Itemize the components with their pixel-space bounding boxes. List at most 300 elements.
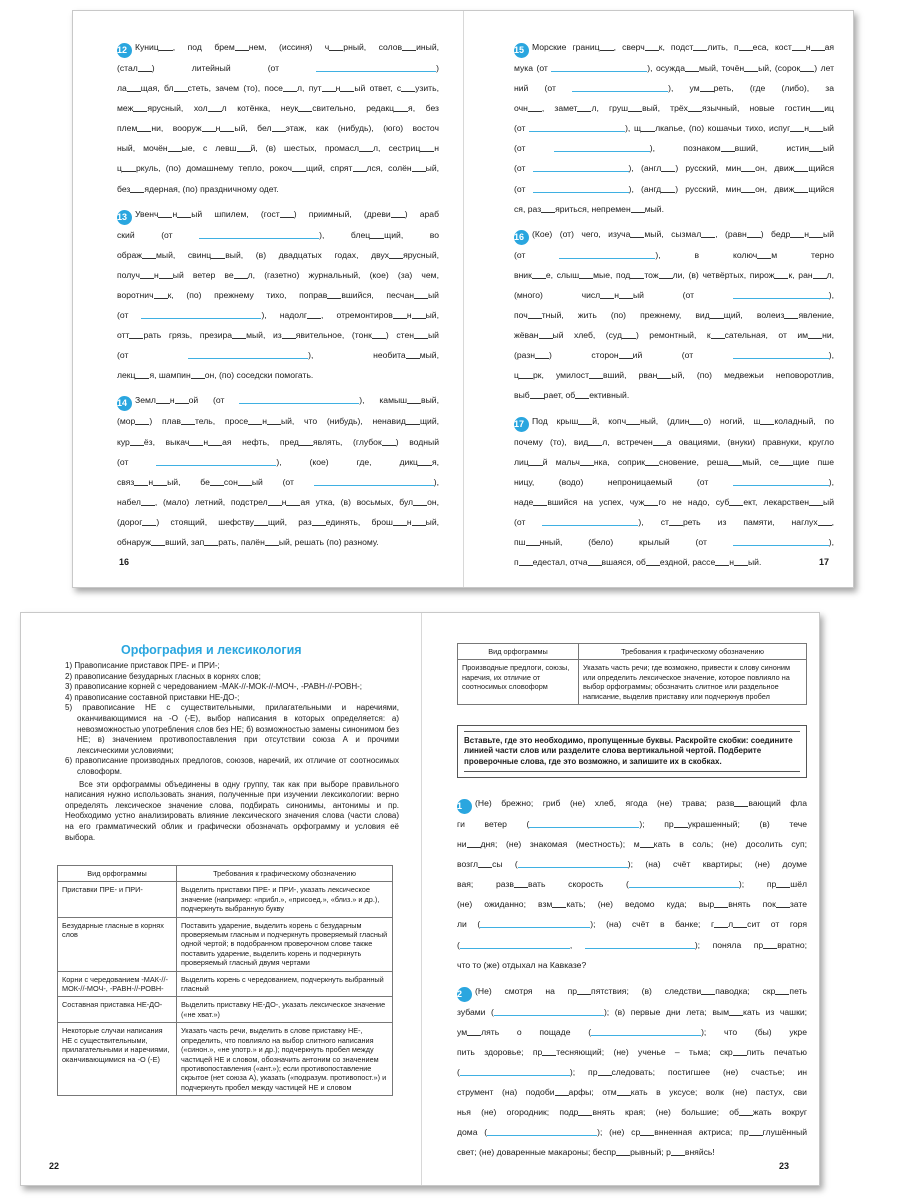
letter-blank[interactable] [539, 337, 553, 339]
exercise-text: (много) числ [514, 289, 601, 300]
letter-blank[interactable] [800, 70, 814, 72]
letter-blank[interactable] [630, 236, 644, 238]
exercise-line [457, 1042, 807, 1062]
letter-blank[interactable] [630, 277, 644, 279]
letter-blank[interactable] [541, 211, 555, 213]
exercise-text: ); (в) первые дни лета; вым [603, 1006, 729, 1017]
letter-blank[interactable] [142, 257, 156, 259]
exercise-line [514, 58, 834, 78]
exercise-text: н [169, 395, 175, 406]
letter-blank[interactable] [552, 906, 566, 908]
letter-blank[interactable] [153, 484, 167, 486]
letter-blank[interactable] [710, 317, 724, 319]
exercise-text: , [831, 516, 835, 527]
letter-blank[interactable] [809, 236, 823, 238]
exercise-text: , отремонтиров [321, 310, 393, 321]
letter-blank[interactable] [774, 277, 788, 279]
answer-line[interactable] [480, 926, 590, 928]
letter-blank[interactable] [714, 926, 728, 928]
exercise-text: ) водный [395, 436, 439, 447]
letter-blank[interactable] [542, 1054, 556, 1056]
exercise-text: ); (на) счёт в банке; г [590, 919, 715, 930]
letter-blank[interactable] [282, 337, 296, 339]
exercise-text: глушённый [762, 1127, 808, 1138]
exercise-text: внять пок [728, 899, 776, 910]
letter-blank[interactable] [689, 423, 703, 425]
letter-blank[interactable] [555, 1094, 569, 1096]
letter-blank[interactable] [393, 524, 407, 526]
letter-blank[interactable] [268, 504, 282, 506]
letter-blank[interactable] [813, 277, 827, 279]
answer-line[interactable] [188, 357, 308, 359]
letter-blank[interactable] [312, 524, 326, 526]
letter-blank[interactable] [640, 1134, 654, 1136]
exercise-text: е, слыш [545, 269, 580, 280]
letter-blank[interactable] [382, 444, 396, 446]
exercise-text: ( [457, 939, 460, 950]
answer-line[interactable] [141, 317, 261, 319]
letter-blank[interactable] [661, 170, 675, 172]
letter-blank[interactable] [818, 524, 832, 526]
letter-blank[interactable] [775, 993, 789, 995]
letter-blank[interactable] [739, 1114, 753, 1116]
exercise-line [457, 1022, 807, 1042]
letter-blank[interactable] [158, 216, 172, 218]
answer-line[interactable] [533, 191, 629, 193]
answer-line[interactable] [551, 70, 647, 72]
letter-blank[interactable] [628, 110, 642, 112]
letter-blank[interactable] [412, 170, 426, 172]
letter-blank[interactable] [286, 504, 300, 506]
letter-blank[interactable] [189, 444, 203, 446]
letter-blank[interactable] [747, 236, 761, 238]
answer-line[interactable] [529, 130, 625, 132]
exercise-line [457, 935, 807, 955]
letter-blank[interactable] [776, 886, 790, 888]
letter-blank[interactable] [204, 544, 218, 546]
letter-blank[interactable] [329, 49, 343, 51]
letter-blank[interactable] [406, 423, 420, 425]
letter-blank[interactable] [757, 257, 771, 259]
answer-line[interactable] [572, 90, 668, 92]
exercise-line [457, 1142, 807, 1162]
exercise-text: вать скорость ( [527, 879, 629, 890]
letter-blank[interactable] [744, 70, 758, 72]
letter-blank[interactable] [413, 504, 427, 506]
letter-blank[interactable] [644, 504, 658, 506]
answer-line[interactable] [314, 484, 434, 486]
letter-blank[interactable] [237, 150, 251, 152]
letter-blank[interactable] [134, 484, 148, 486]
answer-line[interactable] [487, 1134, 597, 1136]
exercise-text: ); (не) ср [597, 1127, 641, 1138]
answer-line[interactable] [156, 464, 276, 466]
exercise-text: арфы; отм [568, 1087, 617, 1098]
answer-line[interactable] [316, 70, 436, 72]
letter-blank[interactable] [514, 886, 528, 888]
exercise-text: мый, се [742, 456, 779, 467]
letter-blank[interactable] [140, 277, 154, 279]
letter-blank[interactable] [238, 484, 252, 486]
letter-blank[interactable] [292, 170, 306, 172]
exercise-line [117, 118, 439, 138]
letter-blank[interactable] [733, 1054, 747, 1056]
answer-line[interactable] [529, 826, 639, 828]
letter-blank[interactable] [208, 444, 222, 446]
exercise-text: пятствия; (в) следстви [591, 985, 702, 996]
exercise-text: й, (в) шестых, промасл [250, 143, 360, 154]
letter-blank[interactable] [402, 49, 416, 51]
letter-blank[interactable] [467, 846, 481, 848]
letter-blank[interactable] [130, 191, 144, 193]
letter-blank[interactable] [265, 544, 279, 546]
letter-blank[interactable] [575, 397, 589, 399]
letter-blank[interactable] [208, 110, 222, 112]
letter-blank[interactable] [809, 504, 823, 506]
letter-blank[interactable] [340, 90, 354, 92]
answer-line[interactable] [733, 357, 829, 359]
exercise-text: ); поняла пр [694, 939, 764, 950]
exercise-block [514, 37, 834, 219]
exercise-text: й мальч [542, 456, 580, 467]
letter-blank[interactable] [810, 110, 824, 112]
letter-blank[interactable] [741, 191, 755, 193]
letter-blank[interactable] [177, 216, 191, 218]
exercise-line [514, 532, 834, 552]
letter-blank[interactable] [401, 90, 415, 92]
letter-blank[interactable] [298, 110, 312, 112]
letter-blank[interactable] [322, 90, 336, 92]
letter-blank[interactable] [127, 90, 141, 92]
exercise-text: ий (от [632, 350, 733, 361]
letter-blank[interactable] [122, 170, 136, 172]
letter-blank[interactable] [622, 337, 636, 339]
letter-blank[interactable] [234, 277, 248, 279]
exercise-text: й, копч [592, 415, 627, 426]
letter-blank[interactable] [580, 464, 594, 466]
letter-blank[interactable] [577, 110, 591, 112]
answer-line[interactable] [460, 947, 570, 949]
exercise-number-badge: 15 [514, 43, 529, 58]
exercise-text: тесняющий; (не) ученье – тьма; скр [556, 1046, 733, 1057]
letter-blank[interactable] [130, 444, 144, 446]
letter-blank[interactable] [685, 70, 699, 72]
letter-blank[interactable] [701, 236, 715, 238]
exercise-number-badge: 16 [514, 230, 529, 245]
letter-blank[interactable] [721, 150, 735, 152]
letter-blank[interactable] [478, 866, 492, 868]
letter-blank[interactable] [232, 337, 246, 339]
letter-blank[interactable] [272, 130, 286, 132]
exercise-text: ый. [748, 557, 762, 568]
letter-blank[interactable] [729, 504, 743, 506]
answer-line[interactable] [591, 1034, 701, 1036]
letter-blank[interactable] [202, 130, 216, 132]
letter-blank[interactable] [616, 1154, 630, 1156]
letter-blank[interactable] [159, 277, 173, 279]
page-number-left: 22 [49, 1161, 60, 1171]
page-number-left: 16 [119, 557, 130, 567]
letter-blank[interactable] [661, 191, 675, 193]
letter-blank[interactable] [631, 211, 645, 213]
letter-blank[interactable] [393, 317, 407, 319]
letter-blank[interactable] [659, 277, 673, 279]
exercise-number-badge: 14 [117, 396, 132, 411]
exercise-text: сновение, реша [659, 456, 729, 467]
letter-blank[interactable] [688, 110, 702, 112]
letter-blank[interactable] [811, 49, 825, 51]
letter-blank[interactable] [578, 423, 592, 425]
letter-blank[interactable] [733, 926, 747, 928]
exercise-line [117, 265, 439, 285]
exercise-line [514, 325, 834, 345]
answer-line[interactable] [494, 1014, 604, 1016]
letter-blank[interactable] [728, 464, 742, 466]
letter-blank[interactable] [619, 297, 633, 299]
exercise-text: ый, бе [167, 476, 210, 487]
letter-blank[interactable] [653, 444, 667, 446]
letter-blank[interactable] [526, 544, 540, 546]
letter-blank[interactable] [589, 377, 603, 379]
letter-blank[interactable] [600, 49, 614, 51]
exercise-line [457, 1082, 807, 1102]
letter-blank[interactable] [530, 397, 544, 399]
letter-blank[interactable] [418, 464, 432, 466]
letter-blank[interactable] [133, 110, 147, 112]
exercise-text: к, подст [658, 42, 694, 52]
letter-blank[interactable] [407, 402, 421, 404]
letter-blank[interactable] [220, 130, 234, 132]
letter-blank[interactable] [519, 564, 533, 566]
letter-blank[interactable] [420, 150, 434, 152]
letter-blank[interactable] [808, 337, 822, 339]
letter-blank[interactable] [588, 564, 602, 566]
letter-blank[interactable] [741, 170, 755, 172]
exercise-line [117, 285, 439, 305]
letter-blank[interactable] [528, 317, 542, 319]
exercise-text: ), (кое) где, дикц [276, 456, 418, 467]
letter-blank[interactable] [168, 150, 182, 152]
letter-blank[interactable] [776, 906, 790, 908]
letter-blank[interactable] [779, 464, 793, 466]
exercise-block [514, 411, 834, 573]
exercise-text: ) литейный (от [151, 63, 317, 73]
letter-blank[interactable] [141, 504, 155, 506]
letter-blank[interactable] [760, 423, 774, 425]
exercise-line [117, 225, 439, 245]
letter-blank[interactable] [792, 49, 806, 51]
letter-blank[interactable] [299, 444, 313, 446]
letter-blank[interactable] [142, 524, 156, 526]
exercise-line [514, 158, 834, 178]
letter-blank[interactable] [598, 1074, 612, 1076]
answer-line[interactable] [533, 170, 629, 172]
letter-blank[interactable] [467, 1034, 481, 1036]
letter-blank[interactable] [790, 236, 804, 238]
letter-blank[interactable] [135, 377, 149, 379]
letter-blank[interactable] [211, 257, 225, 259]
letter-blank[interactable] [391, 216, 405, 218]
exercise-text: сит от горя [747, 919, 807, 930]
letter-blank[interactable] [619, 357, 633, 359]
letter-blank[interactable] [406, 357, 420, 359]
answer-line[interactable] [199, 237, 319, 239]
exercise-text: он, (по) соседски помогать. [204, 370, 314, 381]
letter-blank[interactable] [701, 993, 715, 995]
letter-blank[interactable] [414, 297, 428, 299]
letter-blank[interactable] [714, 906, 728, 908]
letter-blank[interactable] [535, 357, 549, 359]
letter-blank[interactable] [657, 377, 671, 379]
letter-blank[interactable] [327, 297, 341, 299]
letter-blank[interactable] [641, 130, 655, 132]
letter-blank[interactable] [307, 317, 321, 319]
letter-blank[interactable] [577, 993, 591, 995]
letter-blank[interactable] [394, 110, 408, 112]
letter-blank[interactable] [645, 464, 659, 466]
letter-blank[interactable] [784, 317, 798, 319]
letter-blank[interactable] [159, 49, 173, 51]
letter-blank[interactable] [617, 1094, 631, 1096]
letter-blank[interactable] [645, 49, 659, 51]
letter-blank[interactable] [174, 90, 188, 92]
exercise-line [457, 854, 807, 874]
exercise-number-badge: 12 [117, 43, 132, 58]
answer-line[interactable] [629, 886, 739, 888]
exercise-text: л, [826, 269, 834, 280]
table-cell: Производные предлоги, союзы, наречия, их отличие от соотносимых словоформ [458, 660, 579, 705]
exercise-text: очн [514, 103, 528, 114]
exercise-text: едестал, отча [532, 557, 588, 568]
letter-blank[interactable] [175, 402, 189, 404]
answer-line[interactable] [559, 257, 655, 259]
letter-blank[interactable] [600, 297, 614, 299]
letter-blank[interactable] [671, 1154, 685, 1156]
letter-blank[interactable] [790, 130, 804, 132]
letter-blank[interactable] [533, 504, 547, 506]
letter-blank[interactable] [283, 90, 297, 92]
letter-blank[interactable] [579, 277, 593, 279]
letter-blank[interactable] [267, 423, 281, 425]
letter-blank[interactable] [412, 317, 426, 319]
letter-blank[interactable] [370, 237, 384, 239]
letter-blank[interactable] [734, 805, 748, 807]
letter-blank[interactable] [412, 524, 426, 526]
exercise-text: н [729, 557, 734, 568]
exercise-text: почему (то), вид [514, 436, 589, 447]
letter-blank[interactable] [138, 70, 152, 72]
answer-line[interactable] [733, 484, 829, 486]
letter-blank[interactable] [532, 277, 546, 279]
letter-blank[interactable] [235, 49, 249, 51]
exercise-text: ) ремонтный, к [635, 330, 711, 341]
answer-line[interactable] [554, 150, 650, 152]
letter-blank[interactable] [794, 170, 808, 172]
answer-line[interactable] [542, 524, 638, 526]
rule-item: 1) Правописание приставок ПРЕ- и ПРИ-; [65, 661, 220, 670]
letter-blank[interactable] [389, 257, 403, 259]
letter-blank[interactable] [129, 337, 143, 339]
letter-blank[interactable] [248, 423, 262, 425]
letter-blank[interactable] [646, 564, 660, 566]
letter-blank[interactable] [135, 423, 149, 425]
letter-blank[interactable] [588, 444, 602, 446]
exercise-line [117, 179, 439, 199]
letter-blank[interactable] [674, 826, 688, 828]
letter-blank[interactable] [739, 49, 753, 51]
letter-blank[interactable] [528, 110, 542, 112]
letter-blank[interactable] [137, 130, 151, 132]
table-cell: Составная приставка НЕ-ДО- [58, 997, 177, 1023]
exercise-text: щая, бл [140, 83, 174, 94]
letter-blank[interactable] [693, 49, 707, 51]
letter-blank[interactable] [749, 1134, 763, 1136]
exercise-line [514, 452, 834, 472]
letter-blank[interactable] [700, 90, 714, 92]
letter-blank[interactable] [254, 524, 268, 526]
answer-line[interactable] [239, 402, 359, 404]
table-row [58, 882, 393, 917]
exercise-text: л, пут [296, 83, 322, 94]
letter-blank[interactable] [578, 1114, 592, 1116]
exercise-text: свительно, редакц [312, 103, 395, 114]
letter-blank[interactable] [156, 402, 170, 404]
letter-blank[interactable] [734, 564, 748, 566]
letter-blank[interactable] [729, 1014, 743, 1016]
letter-blank[interactable] [763, 947, 777, 949]
letter-blank[interactable] [715, 564, 729, 566]
letter-blank[interactable] [154, 297, 168, 299]
letter-blank[interactable] [181, 423, 195, 425]
answer-line[interactable] [585, 947, 695, 949]
exercise-text: ); пр [639, 819, 674, 829]
letter-blank[interactable] [640, 846, 654, 848]
exercise-text: л [728, 919, 734, 930]
letter-blank[interactable] [359, 150, 373, 152]
letter-blank[interactable] [669, 524, 683, 526]
exercise-text: ярусный, хол [147, 103, 208, 114]
exercise-line [117, 452, 439, 472]
letter-blank[interactable] [372, 337, 386, 339]
letter-blank[interactable] [151, 544, 165, 546]
letter-blank[interactable] [519, 377, 533, 379]
answer-line[interactable] [518, 866, 628, 868]
exercise-text: наде [514, 496, 534, 507]
exercise-text: зубами ( [457, 1006, 494, 1017]
letter-blank[interactable] [353, 170, 367, 172]
exercise-text: ся, раз [514, 203, 542, 214]
exercise-text: ни, вооруж [151, 123, 202, 134]
exercise-text: следовать; постигшее (не) счастье; ин [611, 1067, 807, 1078]
letter-blank[interactable] [280, 216, 294, 218]
exercise-text: ) русский, мин [675, 183, 742, 194]
letter-blank[interactable] [626, 423, 640, 425]
letter-blank[interactable] [210, 484, 224, 486]
answer-line[interactable] [460, 1074, 570, 1076]
letter-blank[interactable] [809, 130, 823, 132]
answer-line[interactable] [733, 544, 829, 546]
letter-blank[interactable] [191, 377, 205, 379]
letter-blank[interactable] [529, 464, 543, 466]
exercise-text: лять о пощаде ( [481, 1026, 592, 1037]
letter-blank[interactable] [809, 150, 823, 152]
letter-blank[interactable] [711, 337, 725, 339]
letter-blank[interactable] [794, 191, 808, 193]
letter-blank[interactable] [414, 337, 428, 339]
exercise-text: о) ногий, ш [703, 415, 761, 426]
answer-line[interactable] [733, 297, 829, 299]
exercise-text: ая нефть, пред [222, 436, 299, 447]
